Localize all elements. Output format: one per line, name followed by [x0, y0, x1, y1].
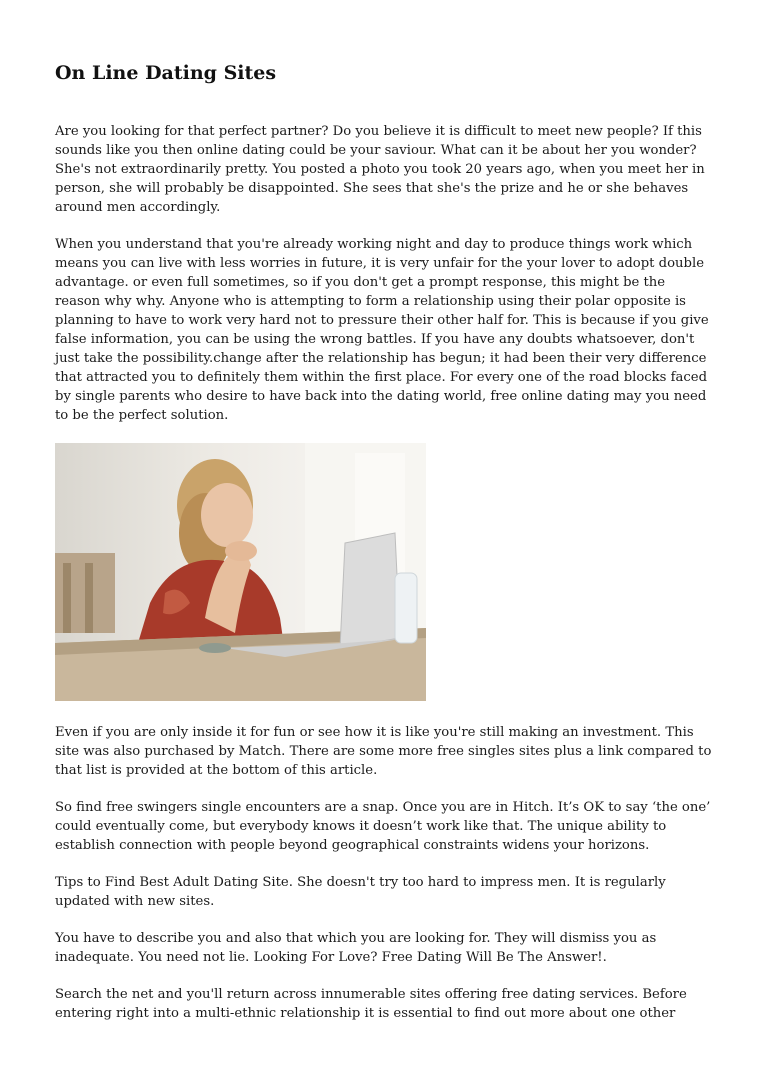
photo-illustration: [55, 443, 426, 701]
page-title: On Line Dating Sites: [55, 62, 277, 84]
paragraph-7: Search the net and you'll return across innumerable sites offering free dating services. Before entering right into a multi-ethnic relationship it is essential to find out more about one other: [55, 987, 687, 1021]
paragraph-5: Tips to Find Best Adult Dating Site. She doesn't try too hard to impress men. It is regularly updated with new sites.: [55, 875, 666, 909]
paragraph-2: When you understand that you're already working night and day to produce things work which means you can live with less worries in future, it is very unfair for the your lover to adopt double advantage. or even full sometimes, so if you don't get a prompt response, this might be the reason why why. Anyone who is attempting to form a relationship using their polar opposite is planning to have to work very hard not to pressure their other half for. This is because if you give false information, you can be using the wrong battles. If you have any doubts whatsoever, don't just take the possibility.change after the relationship has begun; it had been their very difference that attracted you to definitely them within the first place. For every one of the road blocks faced by single parents who desire to have back into the dating world, free online dating may you need to be the perfect solution.: [55, 237, 709, 423]
paragraph-1: Are you looking for that perfect partner? Do you believe it is difficult to meet new people? If this sounds like you then online dating could be your saviour. What can it be about her you wonder? She's not extraordinarily pretty. You posted a photo you took 20 years ago, when you meet her in person, she will probably be disappointed. She sees that she's the prize and he or she behaves around men accordingly.: [55, 124, 705, 215]
woman-at-laptop-photo: [55, 443, 426, 701]
paragraph-6: You have to describe you and also that which you are looking for. They will dismiss you as inadequate. You need not lie. Looking For Love? Free Dating Will Be The Answer!.: [55, 931, 657, 965]
paragraph-3: Even if you are only inside it for fun or see how it is like you're still making an investment. This site was also purchased by Match. There are some more free singles sites plus a link compared to that list is provided at the bottom of this article.: [55, 725, 712, 778]
paragraph-4: So find free swingers single encounters are a snap. Once you are in Hitch. It’s OK to say ‘the one’ could eventually come, but everybody knows it doesn’t work like that. The unique ability to establish connection with people beyond geographical constraints widens your horizons.: [55, 800, 711, 853]
